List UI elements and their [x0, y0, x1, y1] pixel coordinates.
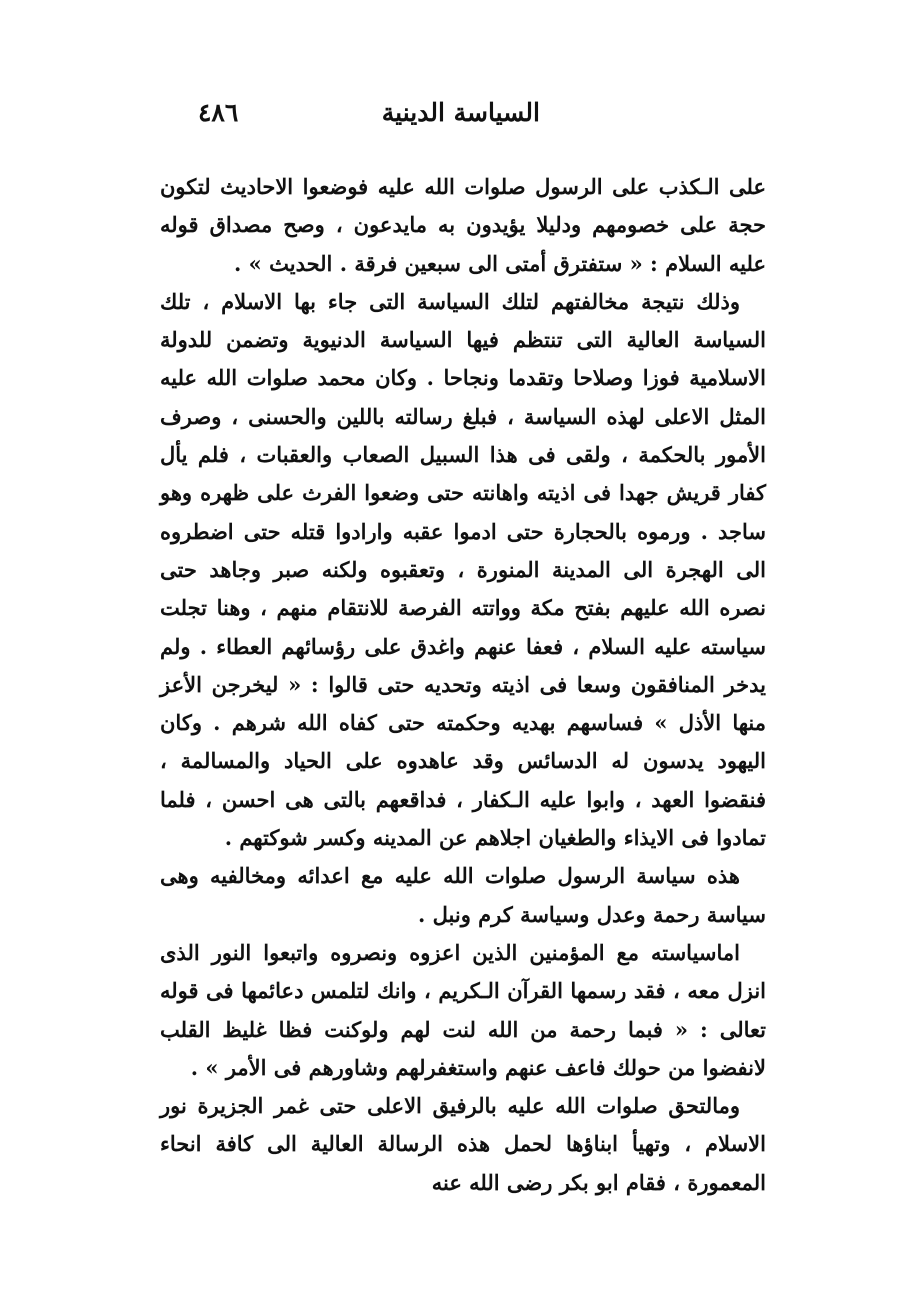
page-number: ٤٨٦ — [198, 98, 239, 127]
paragraph-3: هذه سياسة الرسول صلوات الله عليه مع اعدائه ومخالفيه وهى سياسة رحمة وعدل وسياسة كرم ونبل . — [160, 863, 766, 927]
running-title: السياسة الدينية — [381, 98, 540, 127]
body-text — [160, 168, 766, 1202]
paragraph-4: اماسياسته مع المؤمنين الذين اعزوه ونصروه واتبعوا النور الذى انزل معه ، فقد رسمها القرآن الـكريم ، وانك لتلمس دعائمها فى قوله تعالى : « فبما رحمة من الله لنت لهم ولوكنت فظا غليظ القلب لانفضوا من حولك فاعف عنهم واستغفرلهم وشاورهم فى الأمر » . — [160, 939, 766, 1080]
paragraph-1: على الـكذب على الرسول صلوات الله عليه فوضعوا الاحاديث لتكون حجة على خصومهم ودليلا يؤيدون به مايدعون ، وصح مصداق قوله عليه السلام : « ستفترق أمتى الى سبعين فرقة . الحديث » . — [160, 174, 766, 276]
paragraph-2: وذلك نتيجة مخالفتهم لتلك السياسة التى جاء بها الاسلام ، تلك السياسة العالية التى تنتظم فيها السياسة الدنيوية وتضمن للدولة الاسلامية فوزا وصلاحا وتقدما ونجاحا . وكان محمد صلوات الله عليه المثل الاعلى لهذه السياسة ، فبلغ رسالته باللين والحسنى ، وصرف الأمور بالحكمة ، ولقى فى هذا السبيل الصعاب والعقبات ، فلم يأل كفار قريش جهدا فى اذيته واهانته حتى وضعوا الفرث على ظهره وهو ساجد . ورموه بالحجارة حتى ادموا عقبه وارادوا قتله حتى اضطروه الى الهجرة الى المدينة المنورة ، وتعقبوه ولكنه صبر وجاهد حتى نصره الله عليهم بفتح مكة وواتته الفرصة للانتقام منهم ، وهنا تجلت سياسته عليه السلام ، فعفا عنهم واغدق على رؤسائهم العطاء . ولم يدخر المنافقون وسعا فى اذيته وتحديه حتى قالوا : « ليخرجن الأعز منها الأذل » فساسهم بهديه وحكمته حتى كفاه الله شرهم . وكان اليهود يدسون له الدسائس وقد عاهدوه على الحياد والمسالمة ، فنقضوا العهد ، وابوا عليه الـكفار ، فداقعهم بالتى هى احسن ، فلما تمادوا فى الايذاء والطغيان اجلاهم عن المدينه وكسر شوكتهم . — [160, 288, 766, 851]
paragraph-5: ومالتحق صلوات الله عليه بالرفيق الاعلى حتى غمر الجزيرة نور الاسلام ، وتهيأ ابناؤها لحمل هذه الرسالة العالية الى كافة انحاء المعمورة ، فقام ابو بكر رضى الله عنه — [160, 1093, 766, 1195]
page-header — [150, 98, 790, 138]
